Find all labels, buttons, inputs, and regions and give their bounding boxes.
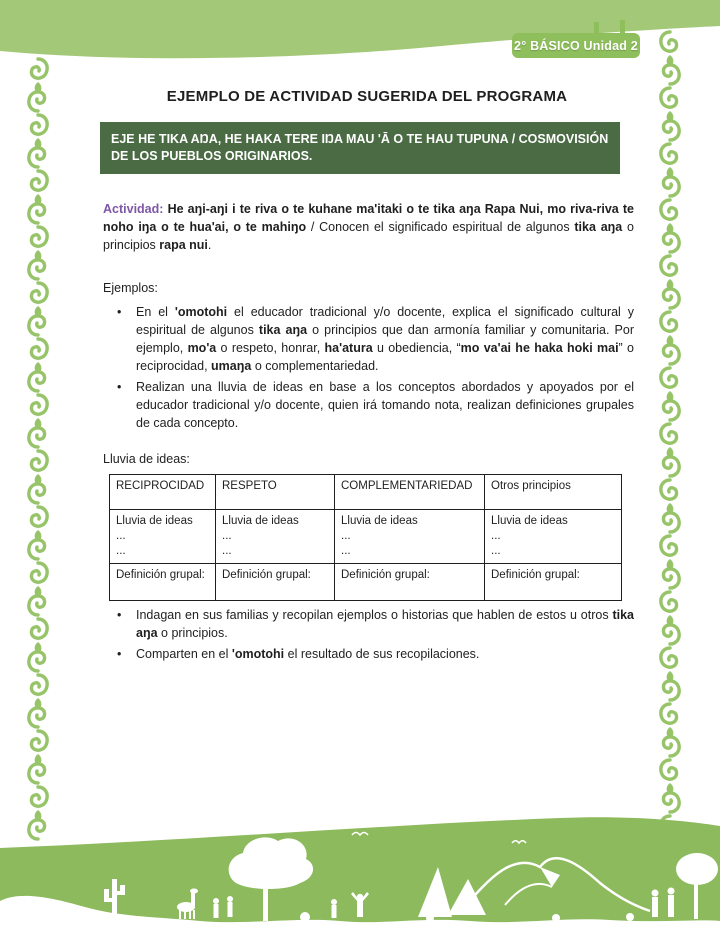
text-run: Indagan en sus familias y recopilan ejemplos o historias que hablen de estos u otros [136,608,613,622]
brainstorm-table-wrap [109,474,622,601]
text-run: mo'a [187,341,217,355]
table-cell: Definición grupal: [485,564,622,601]
text-run: Comparten en el [136,647,232,661]
idea-line: ... [341,530,351,542]
idea-line: Lluvia de ideas [491,515,568,527]
examples-bullet-list [103,303,634,435]
table-row [110,564,622,601]
text-run: tika aŋa [574,220,623,234]
table-row [110,510,622,564]
text-run: umaŋa [211,359,252,373]
text-run: En el [136,305,175,319]
idea-line: ... [491,530,501,542]
text-run: o respeto, honrar, [216,341,325,355]
table-header-cell: RECIPROCIDAD [110,475,216,510]
unit-badge: 2° BÁSICO Unidad 2 [512,33,640,58]
text-run: He aŋi-aŋi i te riva o te kuhane ma'itaki o te tika aŋa Rapa Nui, mo riva-riva te noho iŋa o te hua'ai, o te mahiŋo [103,202,634,234]
bullet-item [103,606,634,642]
table-header-cell: RESPETO [216,475,335,510]
table-cell: Definición grupal: [335,564,485,601]
koru-pattern-right-icon [659,30,681,842]
ejemplos-label: Ejemplos: [103,281,158,295]
text-run: o principios. [157,626,228,640]
text-run: o principios que dan armonía familiar y comunitaria. Por ejemplo, [136,323,634,355]
text-run: mo va'ai he haka hoki mai [460,341,619,355]
idea-line: ... [116,530,126,542]
text-run: Realizan una lluvia de ideas en base a los conceptos abordados y apoyados por el educador tradicional y/o docente, quien irá tomando nota, realizan definiciones grupales de cada concepto. [136,380,634,430]
table-cell [216,510,335,564]
idea-line: Lluvia de ideas [222,515,299,527]
idea-line: ... [222,530,232,542]
bullet-item [103,378,634,432]
text-run: el resultado de sus recopilaciones. [284,647,480,661]
idea-line: ... [341,545,351,557]
table-cell [485,510,622,564]
page-title: EJEMPLO DE ACTIVIDAD SUGERIDA DEL PROGRAMA [166,88,568,105]
text-run: 'omotohi [174,305,228,319]
table-cell [110,510,216,564]
table-header-cell: Otros principios [485,475,622,510]
table-header-row [110,475,622,510]
text-run: o complementariedad. [251,359,379,373]
eje-header-box: EJE HE TIKA AŊA, HE HAKA TERE IŊA MAU 'Ā O TE HAU TUPUNA / COSMOVISIÓN DE LOS PUEBLOS ORIGINARIOS. [100,122,620,174]
idea-line: ... [491,545,501,557]
koru-pattern-left-icon [27,57,49,841]
text-run: / Conocen el significado espiritual de algunos [306,220,575,234]
bullet-item [103,645,634,663]
followup-bullet-list [103,606,634,666]
idea-line: ... [222,545,232,557]
activity-paragraph [103,200,634,254]
table-header-cell: COMPLEMENTARIEDAD [335,475,485,510]
activity-label: Actividad: [103,202,164,216]
text-run: rapa nui [159,238,208,252]
table-cell: Definición grupal: [110,564,216,601]
text-run: . [207,238,212,252]
idea-line: Lluvia de ideas [116,515,193,527]
text-run: 'omotohi [231,647,285,661]
idea-line: Lluvia de ideas [341,515,418,527]
lluvia-de-ideas-label: Lluvia de ideas: [103,452,190,466]
text-run: el educador tradicional y/o docente, explica el significado cultural y espiritual de algunos [136,305,635,337]
text-run: ” o reciprocidad, [136,341,634,373]
idea-line: ... [116,545,126,557]
table-cell: Definición grupal: [216,564,335,601]
text-run: u obediencia, “ [372,341,461,355]
text-run: tika aŋa [258,323,308,337]
landscape-silhouette [0,805,720,932]
text-run: tika aŋa [136,608,634,640]
text-run: ha'atura [324,341,373,355]
brainstorm-table [109,474,622,601]
table-cell [335,510,485,564]
bullet-item [103,303,634,375]
text-run: o principios [103,220,634,252]
